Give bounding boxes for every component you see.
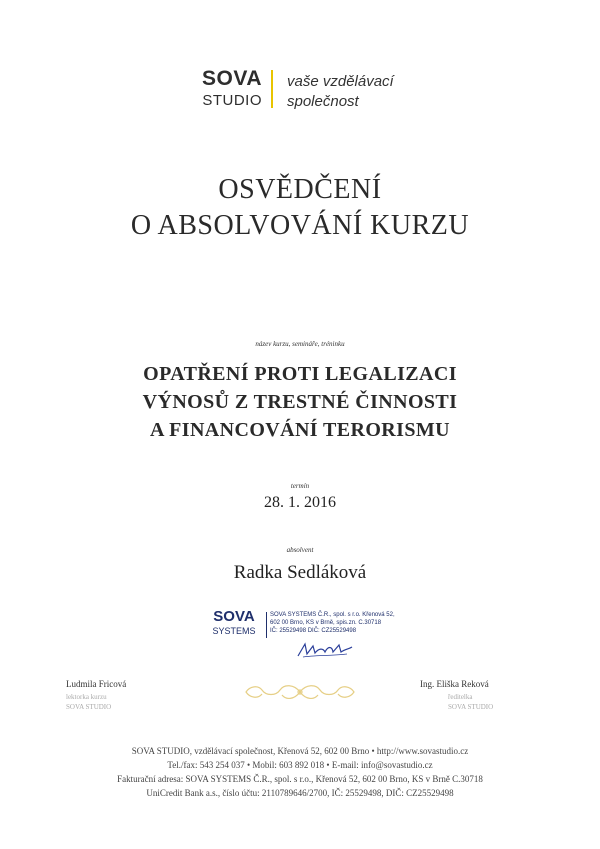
title-line1: OSVĚDČENÍ xyxy=(218,174,382,205)
course-line1: OPATŘENÍ PROTI LEGALIZACI xyxy=(143,363,457,385)
footer-line1: SOVA STUDIO, vzdělávací společnost, Křenová 52, 602 00 Brno • http://www.sovastudio.cz xyxy=(131,746,469,756)
certificate-title xyxy=(0,172,600,244)
stamp-line1: SOVA SYSTEMS Č.R., spol. s r.o. Křenová 52, xyxy=(270,612,395,618)
logo-sub: STUDIO xyxy=(202,92,262,109)
course-line2: VÝNOSŮ Z TRESTNÉ ČINNOSTI xyxy=(142,391,458,413)
signatory-right-role xyxy=(448,692,493,712)
footer-contacts xyxy=(0,744,600,800)
logo-brand: SOVA xyxy=(202,67,262,90)
stamp-details xyxy=(270,611,395,635)
signatory-left-role-line1: lektorka kurzu xyxy=(66,693,107,701)
signatory-left-name: Ludmila Fricová xyxy=(66,679,127,689)
footer-line4: UniCredit Bank a.s., číslo účtu: 2110789646/2700, IČ: 25529498, DIČ: CZ25529498 xyxy=(146,788,454,798)
stamp-line3: IČ: 25529498 DIČ: CZ25529498 xyxy=(270,628,357,634)
signatory-left-role-line2: SOVA STUDIO xyxy=(66,703,112,711)
signatory-right-role-line1: ředitelka xyxy=(448,693,473,701)
signatory-right-role-line2: SOVA STUDIO xyxy=(448,703,494,711)
title-line2: O ABSOLVOVÁNÍ KURZU xyxy=(130,210,470,241)
stamp-sub: SYSTEMS xyxy=(212,626,256,636)
logo-divider xyxy=(271,70,273,108)
handwritten-signature xyxy=(295,640,355,662)
course-date: 28. 1. 2016 xyxy=(264,494,336,511)
stamp-divider xyxy=(266,612,267,638)
signatory-right-name: Ing. Eliška Reková xyxy=(420,679,489,689)
term-label: termín xyxy=(290,482,310,490)
graduate-label: absolvent xyxy=(286,546,314,554)
course-line3: A FINANCOVÁNÍ TERORISMU xyxy=(150,419,450,441)
footer-line3: Fakturační adresa: SOVA SYSTEMS Č.R., spol. s r.o., Křenová 52, 602 00 Brno, KS v Brně C.30718 xyxy=(117,774,483,784)
stamp-brand: SOVA xyxy=(213,608,255,625)
tagline-line2: společnost xyxy=(287,93,359,110)
graduate-name: Radka Sedláková xyxy=(233,562,367,583)
stamp-line2: 602 00 Brno, KS v Brně, spis.zn. C.30718 xyxy=(270,620,382,626)
ornament-flourish xyxy=(236,680,364,704)
course-label: název kurzu, semináře, tréninku xyxy=(255,340,345,348)
course-name xyxy=(0,360,600,444)
tagline-line1: vaše vzdělávací xyxy=(287,73,394,90)
signatory-left-role xyxy=(66,692,111,712)
footer-line2: Tel./fax: 543 254 037 • Mobil: 603 892 018 • E-mail: info@sovastudio.cz xyxy=(167,760,433,770)
logo-tagline xyxy=(287,72,394,112)
